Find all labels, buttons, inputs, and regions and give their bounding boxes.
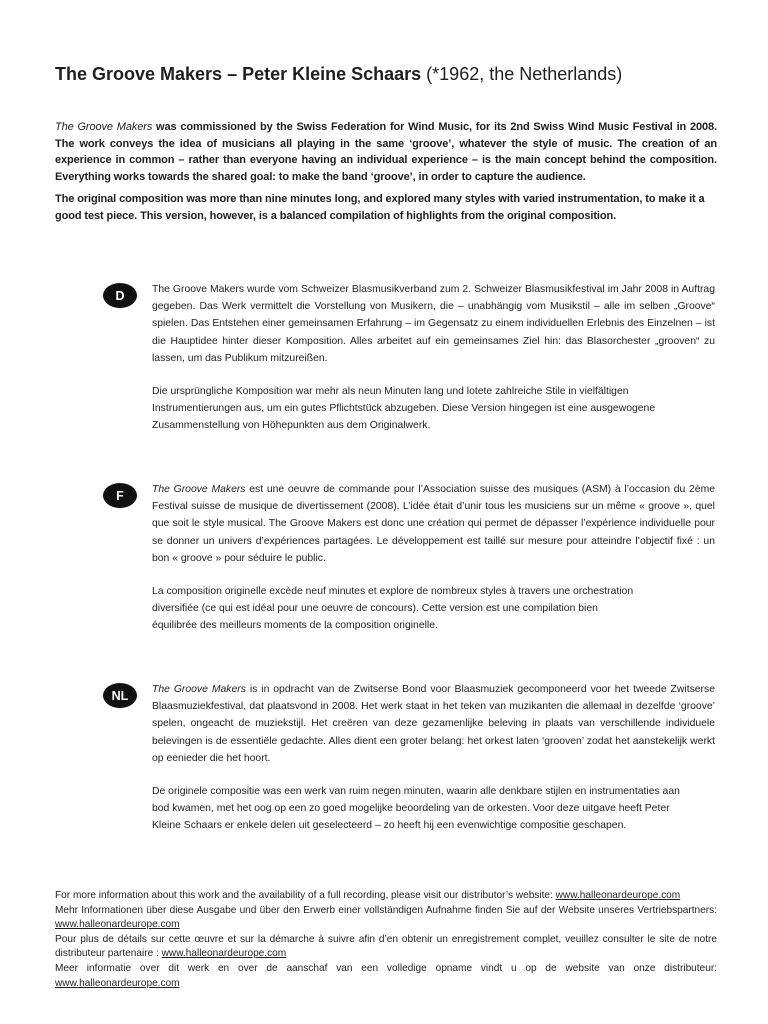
dutch-paragraph-1 xyxy=(152,681,715,767)
footer-line-german xyxy=(55,904,717,933)
footer-line-english xyxy=(55,889,717,904)
distributor-link-french[interactable]: www.halleonardeurope.com xyxy=(161,948,287,960)
german-paragraph-1 xyxy=(152,281,715,367)
dutch-paragraph-2: De originele compositie was een werk van ruim negen minuten, waarin alle denkbare stijlen en instrumentaties aan bod kwamen, met het oog op een zo goed mogelijke beoordeling van de orkesten. Voor deze uitgave heeft Peter Kleine Schaars er enkele delen uit geselecteerd – zo heeft hij een evenwichtige compositie geschapen. xyxy=(152,786,680,832)
footer-line-french xyxy=(55,933,717,962)
french-paragraph-1 xyxy=(152,481,715,567)
footer-text-english: For more information about this work and the availability of a full recording, please visit our distributor’s website: xyxy=(55,890,553,901)
distributor-footer xyxy=(55,889,717,991)
french-text xyxy=(152,481,715,635)
french-paragraph-1-text: est une oeuvre de commande pour l’Association suisse des musiques (ASM) à l’occasion du 2ème Festival suisse de musique de divertissement (2008). L’idée était d’unir tous les musiciens sur un même « groove », quel que soit le style musical. The Groove Makers est donc une création qui permet de dépasser l’expérience individuelle pour se donner un univers d’expériences partagées. Le développement est taillé sur mesure pour atteindre l’objectif fixé : un bon « groove » pour séduire le public. xyxy=(152,484,716,564)
language-badge-french: F xyxy=(103,483,137,508)
language-badge-dutch: NL xyxy=(103,683,137,708)
work-title-italic: The Groove Makers xyxy=(55,121,153,133)
work-title-italic: The Groove Makers xyxy=(152,684,246,695)
distributor-link-english[interactable]: www.halleonardeurope.com xyxy=(555,890,681,901)
page-title-suffix: (*1962, the Netherlands) xyxy=(421,64,623,85)
page-title xyxy=(55,64,735,85)
dutch-text xyxy=(152,681,715,835)
distributor-link-german[interactable]: www.halleonardeurope.com xyxy=(55,919,180,931)
dutch-paragraph-1-text: is in opdracht van de Zwitserse Bond voor Blaasmuziek gecomponeerd voor het tweede Zwitserse Blaasmuziekfestival, dat plaatsvond in 2008. Het werk staat in het teken van muzikanten die allemaal in dezelfde ‘groove’ spelen, ongeacht de muziekstijl. Het creëren van deze gezamenlijke beleving in plaats van verschillende individuele belevingen is de essentiële gedachte. Alles dient een groter belang: het orkest laten ‘grooven’ zodat het aanstekelijk werkt op eenieder die het hoort. xyxy=(152,684,715,764)
page-title-main: The Groove Makers – Peter Kleine Schaars xyxy=(55,64,422,85)
distributor-link-dutch[interactable]: www.halleonardeurope.com xyxy=(55,977,180,989)
language-badge-german: D xyxy=(103,283,137,308)
german-paragraph-2: Die ursprüngliche Komposition war mehr als neun Minuten lang und lotete zahlreiche Stile in vielfältigen Instrumentierungen aus, um ein gutes Pflichtstück abzugeben. Diese Version hingegen ist eine ausgewogene Zusammenstellung von Höhepunkten aus dem Originalwerk. xyxy=(152,386,656,432)
german-text xyxy=(152,281,715,435)
english-paragraph-1-text: was commissioned by the Swiss Federation for Wind Music, for its 2nd Swiss Wind Music Festival in 2008. The work conveys the idea of musicians all playing in the same ‘groove’, whatever the style of music. The creation of an experience in common – rather than everyone having an individual experience – is the main concept behind the composition. Everything works towards the shared goal: to make the band ‘groove’, in order to capture the audience. xyxy=(55,121,717,183)
footer-text-french: Pour plus de détails sur cette œuvre et sur la démarche à suivre afin d’en obtenir un enregistrement complet, veuillez consulter le site de notre distributeur partenaire : xyxy=(55,933,717,960)
french-paragraph-2: La composition originelle excède neuf minutes et explore de nombreux styles à travers une orchestration diversifiée (ce qui est idéal pour une oeuvre de concours). Cette version est une compilation bien équilibrée des meilleurs moments de la composition originelle. xyxy=(152,586,634,632)
english-intro xyxy=(55,119,717,225)
english-paragraph-1 xyxy=(55,119,717,185)
footer-text-german: Mehr Informationen über diese Ausgabe und über den Erwerb einer vollständigen Aufnahme finden Sie auf der Website unseres Vertriebspartners: xyxy=(55,904,717,916)
work-title-italic: The Groove Makers xyxy=(152,484,246,495)
english-paragraph-2: The original composition was more than nine minutes long, and explored many styles with varied instrumentation, to make it a good test piece. This version, however, is a balanced compilation of highlights from the original composition. xyxy=(55,193,705,222)
german-paragraph-1-text: The Groove Makers wurde vom Schweizer Blasmusikverband zum 2. Schweizer Blasmusikfestival im Jahr 2008 in Auftrag gegeben. Das Werk vermittelt die Vorstellung von Musikern, die – unabhängig vom Musikstil – alle im selben „Groove“ spielen. Das Entstehen einer gemeinsamen Erfahrung – im Gegensatz zu einem individuellen Erlebnis des Einzelnen – ist die Hauptidee hinter dieser Komposition. Alles arbeitet auf ein gemeinsames Ziel hin: das Blasorchester „grooven“ zu lassen, um das Publikum mitzureißen. xyxy=(152,284,715,364)
footer-line-dutch xyxy=(55,962,717,991)
footer-text-dutch: Meer informatie over dit werk en over de aanschaf van een volledige opname vindt u op de website van onze distributeur: xyxy=(55,962,717,974)
